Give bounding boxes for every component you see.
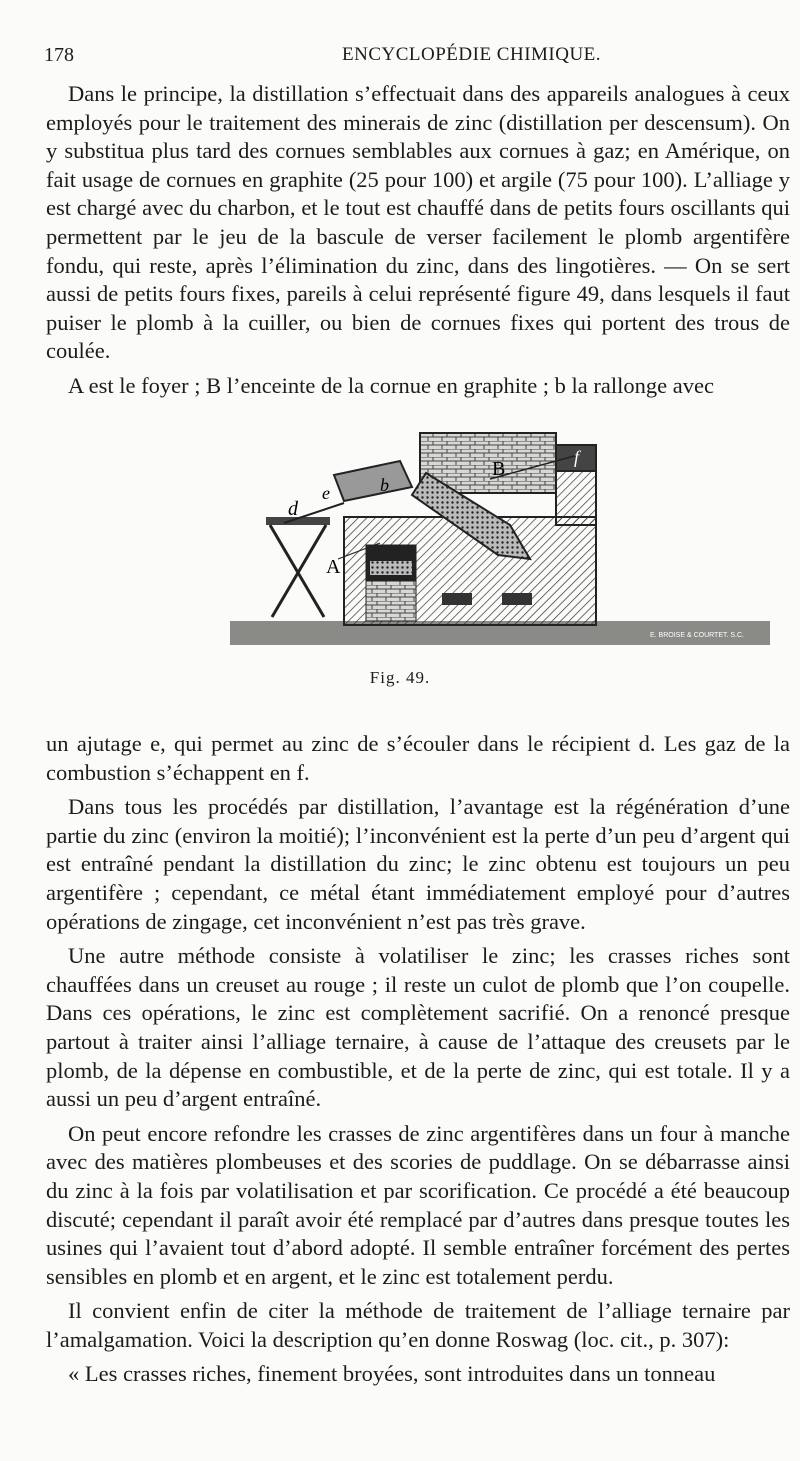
paragraph-quote: « Les crasses riches, finement broyées, sont introduites dans un tonneau (68, 1361, 716, 1387)
figure-label-b: b (380, 475, 389, 495)
paragraph-ajutage: un ajutage e, qui permet au zinc de s’écouler dans le récipient d. Les gaz de la combustion s’échappent en f. (46, 731, 790, 785)
paragraph-figure-legend: A est le foyer ; B l’enceinte de la cornue en graphite ; b la rallonge avec (68, 372, 714, 398)
ash-pit (366, 581, 416, 621)
vent-right (502, 593, 532, 605)
figure-label-d: d (288, 498, 298, 520)
figure-label-upper-b: B (492, 458, 506, 480)
paragraph-amalgamation: Il convient enfin de citer la méthode de traitement de l’alliage ternaire par l’amalgamation. Voici la description qu’en donne Roswag (loc. cit., p. 307): (46, 1298, 790, 1352)
table-leg-1 (270, 525, 324, 617)
running-title: ENCYCLOPÉDIE CHIMIQUE. (342, 44, 602, 65)
paragraph-distillation: Dans le principe, la distillation s’effectuait dans des appareils analogues à ceux employés pour le traitement des minerais de zinc (distillation per descensum). On y substitua plus tard des cornues semblables aux cornues à gaz; en Amérique, on fait usage de cornues en graphite (25 pour 100) et argile (75 pour 100). L’alliage y est chargé avec du charbon, et le tout est chauffé dans de petits fours oscillants qui permettent par le jeu de la bascule de verser facilement le plomb argentifère fondu, qui reste, après l’élimination du zinc, dans des lingotières. — On se sert aussi de petits fours fixes, pareils à celui représenté figure 49, dans lesquels il faut puiser le plomb à la cuiller, ou bien de cornues fixes qui portent des trous de coulée. (46, 81, 790, 364)
paragraph-advantages: Dans tous les procédés par distillation, l’avantage est la régénération d’une partie du zinc (environ la moitié); l’inconvénient est la perte d’un peu d’argent qui est entraîné pendant la distillation du zinc; le zinc obtenu est toujours un peu argentifère ; cependant, ce métal étant immédiatement employé pour d’autres opérations de zingage, cet inconvénient n’est pas très grave. (46, 794, 790, 934)
paragraph-four-a-manche: On peut encore refondre les crasses de zinc argentifères dans un four à manche avec des matières plombeuses et des scories de puddlage. On se débarrasse ainsi du zinc à la fois par volatilisation et par scorification. Ce procédé a été beaucoup discuté; cependant il paraît avoir été remplacé par d’autres dans presque toutes les usines qui l’avaient tout d’abord adopté. Il semble entraîner forcément des pertes sensibles en plomb et en argent, et le zinc est totalement perdu. (46, 1120, 790, 1289)
figure-label-f: f (574, 447, 580, 467)
furnace-engraving (230, 425, 790, 655)
text-block-top (46, 80, 790, 401)
figure-label-a: A (326, 556, 341, 578)
text-block-bottom (46, 730, 790, 1389)
figure-caption: Fig. 49. (369, 668, 431, 687)
page-number: 178 (44, 44, 74, 66)
fire-grate (370, 561, 412, 575)
page-header (44, 44, 764, 70)
paragraph-volatilisation: Une autre méthode consiste à volatiliser le zinc; les crasses riches sont chauffées dans un creuset au rouge ; il reste un culot de plomb que l’on coupelle. Dans ces opérations, le zinc est complètement sacrifié. On a renoncé presque partout à traiter ainsi l’alliage ternaire, à cause de l’attaque des creusets par le plomb, de la dépense en combustible, et de la perte de zinc, qui est totale. Il y a aussi un peu d’argent entraîné. (46, 943, 790, 1112)
figure-49-furnace-illustration (230, 425, 790, 655)
engraver-credit: E. BROISE & COURTET. S.C. (650, 632, 745, 639)
vent-left (442, 593, 472, 605)
retort-extension-b (334, 461, 412, 501)
table-leg-2 (272, 525, 326, 617)
figure-label-e: e (322, 483, 330, 503)
